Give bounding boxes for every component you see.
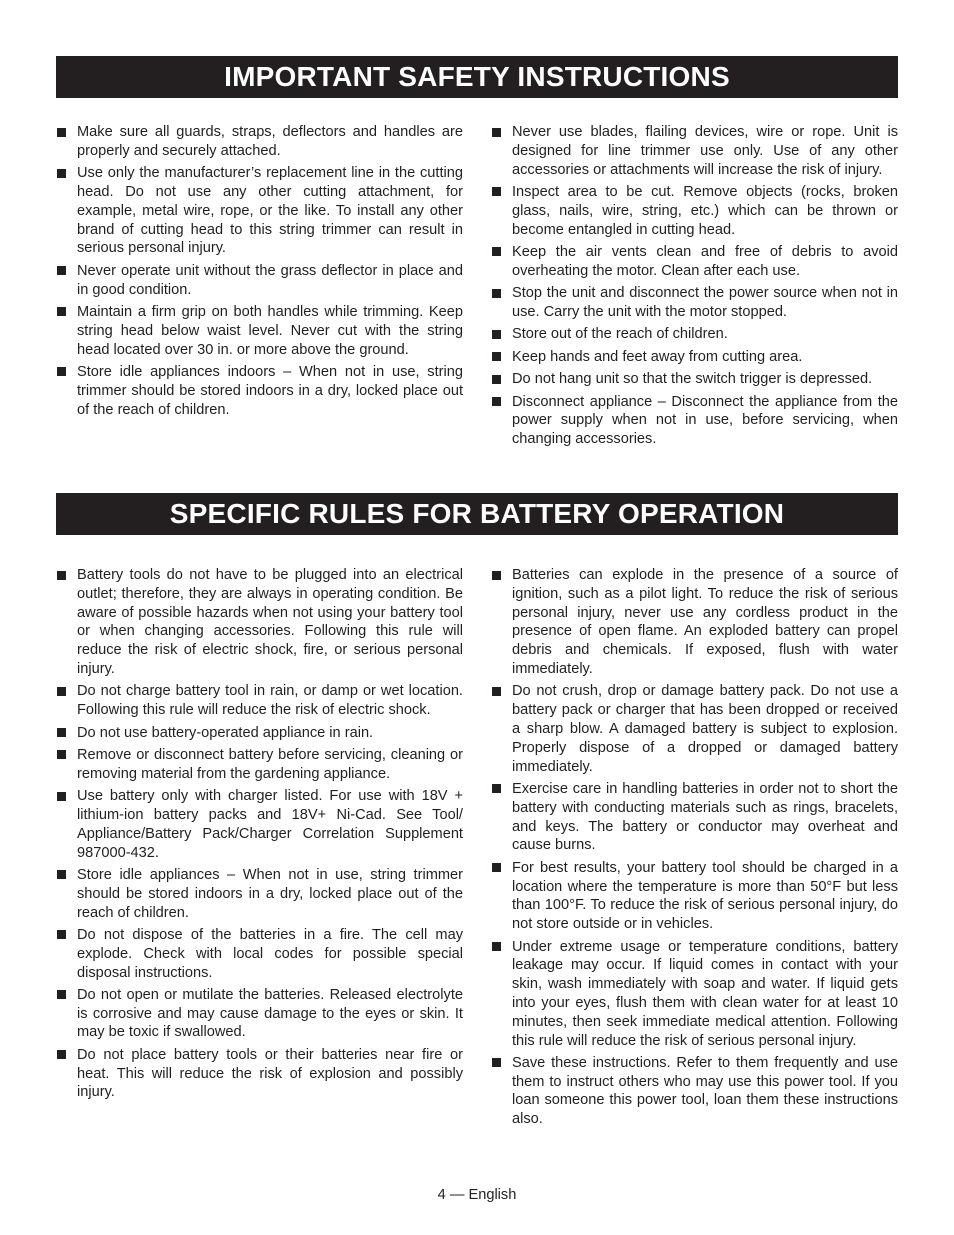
list-item	[492, 1054, 898, 1129]
list-item-text: Make sure all guards, straps, deflectors and handles are properly and securely attached.	[77, 124, 463, 159]
square-bullet-icon	[492, 375, 501, 384]
list-item	[57, 1046, 463, 1102]
list-item	[492, 284, 898, 322]
square-bullet-icon	[492, 687, 501, 696]
list-item	[57, 164, 463, 258]
list-item-text: Do not dispose of the batteries in a fire. The cell may explode. Check with local codes for possible special disposal instructions.	[77, 926, 463, 981]
square-bullet-icon	[57, 990, 66, 999]
list-item-text: Store idle appliances indoors – When not in use, string trimmer should be stored indoors in a dry, locked place out of the reach of children.	[77, 363, 463, 418]
list-item	[57, 262, 463, 300]
list-item-text: Do not open or mutilate the batteries. Released electrolyte is corrosive and may cause damage to the eyes or skin. It may be toxic if swallowed.	[77, 986, 463, 1041]
square-bullet-icon	[57, 128, 66, 137]
list-item	[492, 183, 898, 239]
square-bullet-icon	[57, 870, 66, 879]
square-bullet-icon	[57, 687, 66, 696]
square-bullet-icon	[492, 863, 501, 872]
list-item	[57, 724, 463, 743]
list-item-text: Battery tools do not have to be plugged into an electrical outlet; therefore, they are always in operating condition. Be aware of possible hazards when not using your battery tool or when changing accessories. Following this rule will reduce the risk of electric shock, fire, or serious personal injury.	[77, 567, 463, 677]
list-item-text: Disconnect appliance – Disconnect the appliance from the power supply when not in use, before servicing, when changing accessories.	[512, 393, 898, 448]
list-item	[492, 393, 898, 449]
square-bullet-icon	[492, 187, 501, 196]
important-safety-instructions-heading: IMPORTANT SAFETY INSTRUCTIONS	[56, 56, 898, 98]
square-bullet-icon	[57, 367, 66, 376]
list-item-text: Batteries can explode in the presence of a source of ignition, such as a pilot light. To reduce the risk of serious personal injury, never use any cordless product in the presence of open flame. An exploded battery can propel debris and chemicals. If exposed, flush with water immediately.	[512, 567, 898, 677]
battery-rules-left-column	[57, 566, 463, 1106]
list-item-text: Remove or disconnect battery before servicing, cleaning or removing material from the gardening appliance.	[77, 746, 463, 782]
safety-instructions-right-column	[492, 123, 898, 453]
list-item-text: Use only the manufacturer’s replacement line in the cutting head. Do not use any other cutting attachment, for example, metal wire, rope, or the like. To install any other brand of cutting head to this string trimmer can result in serious personal injury.	[77, 165, 463, 257]
list-item-text: Never operate unit without the grass deflector in place and in good condition.	[77, 262, 463, 298]
list-item-text: Do not crush, drop or damage battery pack. Do not use a battery pack or charger that has been dropped or received a sharp blow. A damaged battery is subject to explosion. Properly dispose of a dropped or damaged battery immediately.	[512, 683, 898, 775]
list-item	[57, 363, 463, 419]
safety-instructions-left-column	[57, 123, 463, 423]
list-item	[492, 566, 898, 679]
list-item-text: Under extreme usage or temperature conditions, battery leakage may occur. If liquid comes in contact with your skin, wash immediately with soap and water. If liquid gets into your eyes, flush them with clean water for at least 10 minutes, then seek immediate medical attention. Following this rule will reduce the risk of serious personal injury.	[512, 938, 898, 1049]
list-item-text: Maintain a firm grip on both handles while trimming. Keep string head below waist level. Never cut with the string head located over 30 in. or more above the ground.	[77, 303, 463, 358]
square-bullet-icon	[492, 247, 501, 256]
square-bullet-icon	[492, 397, 501, 406]
list-item-text: Do not charge battery tool in rain, or damp or wet location. Following this rule will reduce the risk of electric shock.	[77, 683, 463, 719]
square-bullet-icon	[57, 930, 66, 939]
list-item-text: Store out of the reach of children.	[512, 326, 728, 343]
list-item-text: Do not use battery-operated appliance in rain.	[77, 724, 374, 741]
list-item-text: Use battery only with charger listed. For use with 18V + lithium-ion battery packs and 18V+ Ni-Cad. See Tool/ Appliance/Battery Pack/Charger Correlation Supplement 987000-432.	[77, 788, 463, 861]
square-bullet-icon	[57, 750, 66, 759]
list-item-text: Inspect area to be cut. Remove objects (rocks, broken glass, nails, wire, string, etc.) which can be thrown or become entangled in cutting head.	[512, 183, 898, 238]
list-item	[492, 243, 898, 281]
battery-rules-heading: SPECIFIC RULES FOR BATTERY OPERATION	[56, 493, 898, 535]
list-item-text: Keep hands and feet away from cutting area.	[512, 348, 803, 365]
list-item-text: Store idle appliances – When not in use, string trimmer should be stored indoors in a dry, locked place out of the reach of children.	[77, 866, 463, 921]
list-item	[57, 746, 463, 784]
list-item-text: Stop the unit and disconnect the power source when not in use. Carry the unit with the motor stopped.	[512, 285, 898, 320]
list-item	[57, 787, 463, 862]
square-bullet-icon	[492, 128, 501, 137]
list-item	[492, 780, 898, 855]
list-item	[57, 303, 463, 359]
list-item	[57, 566, 463, 679]
square-bullet-icon	[492, 330, 501, 339]
list-item-text: Exercise care in handling batteries in order not to short the battery with conducting materials such as rings, bracelets, and keys. The battery or conductor may overheat and cause burns.	[512, 780, 898, 854]
list-item-text: Do not hang unit so that the switch trigger is depressed.	[512, 371, 873, 388]
list-item	[57, 866, 463, 922]
list-item-text: For best results, your battery tool should be charged in a location where the temperature is more than 50°F but less than 100°F. To reduce the risk of serious personal injury, do not store outside or in vehicles.	[512, 859, 898, 933]
list-item	[492, 348, 898, 367]
list-item	[492, 123, 898, 179]
square-bullet-icon	[57, 266, 66, 275]
square-bullet-icon	[57, 792, 66, 801]
square-bullet-icon	[492, 352, 501, 361]
square-bullet-icon	[492, 1058, 501, 1067]
list-item	[492, 938, 898, 1051]
list-item-text: Do not place battery tools or their batteries near fire or heat. This will reduce the risk of explosion and possibly injury.	[77, 1046, 463, 1101]
list-item	[492, 370, 898, 389]
square-bullet-icon	[57, 728, 66, 737]
list-item	[57, 123, 463, 161]
list-item	[492, 325, 898, 344]
list-item	[57, 682, 463, 720]
list-item	[57, 986, 463, 1042]
list-item-text: Save these instructions. Refer to them frequently and use them to instruct others who may use this power tool. If you loan someone this power tool, loan them these instructions also.	[512, 1054, 898, 1128]
square-bullet-icon	[57, 169, 66, 178]
square-bullet-icon	[57, 1050, 66, 1059]
battery-rules-right-column	[492, 566, 898, 1133]
page-footer: 4 — English	[437, 1187, 517, 1203]
square-bullet-icon	[492, 289, 501, 298]
square-bullet-icon	[492, 942, 501, 951]
square-bullet-icon	[492, 784, 501, 793]
list-item	[57, 926, 463, 982]
square-bullet-icon	[57, 307, 66, 316]
square-bullet-icon	[57, 571, 66, 580]
list-item-text: Never use blades, flailing devices, wire or rope. Unit is designed for line trimmer use only. Use of any other accessories or attachments will increase the risk of injury.	[512, 124, 898, 178]
list-item	[492, 859, 898, 934]
list-item	[492, 682, 898, 776]
square-bullet-icon	[492, 571, 501, 580]
list-item-text: Keep the air vents clean and free of debris to avoid overheating the motor. Clean after each use.	[512, 243, 898, 279]
